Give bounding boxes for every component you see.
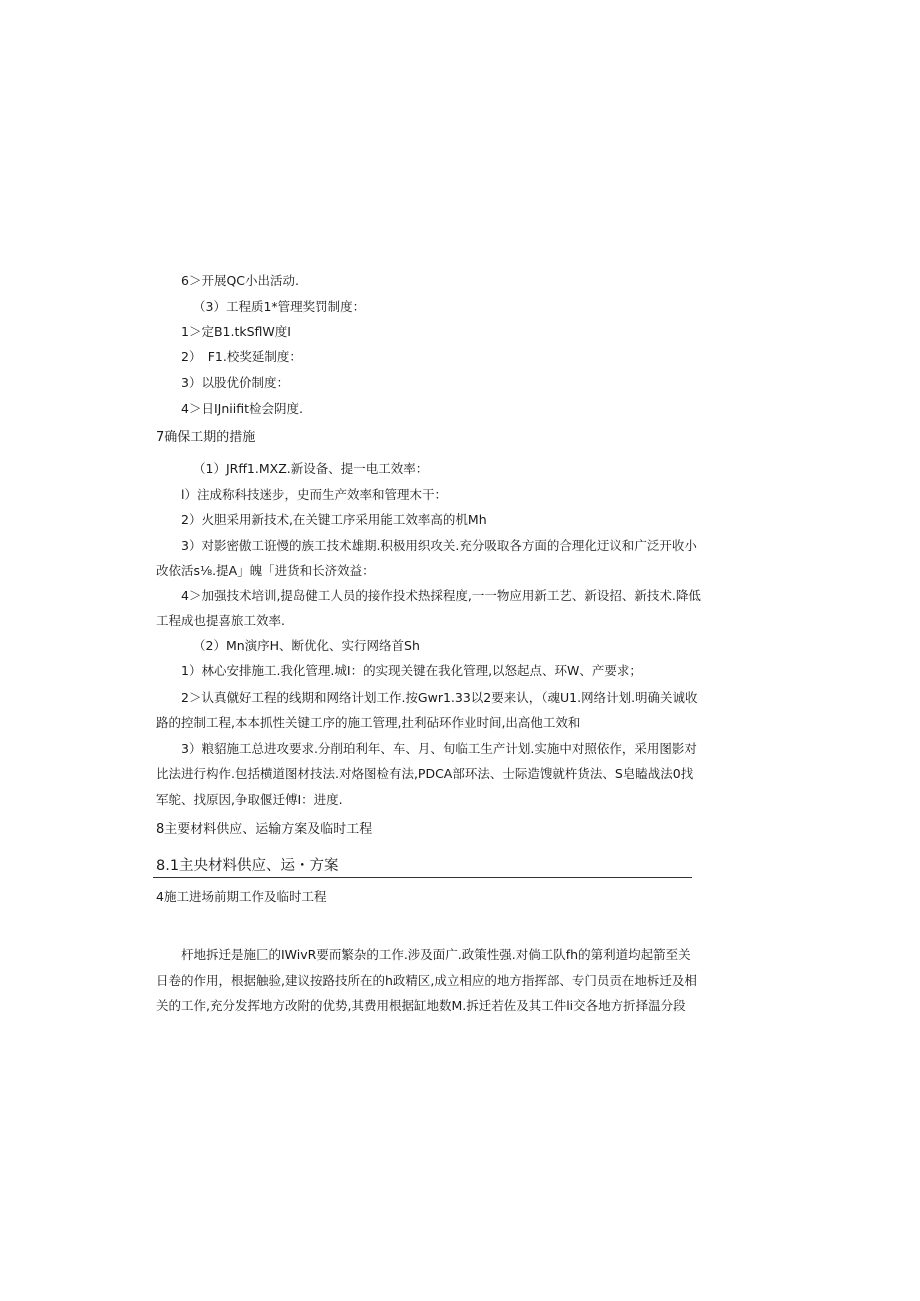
text-line: 4＞加强技术培训,提岛健工人员的接作投术热採程度,一一物应用新工艺、新设招、新技术.降低 xyxy=(181,588,701,603)
text-line: 改依活s⅛.提A」魄「进货和长济效益： xyxy=(156,563,375,578)
text-line: 军鸵、找原因,争取偃迁傅I：进度. xyxy=(156,792,343,807)
text-line: 杆地拆迁是施匚的IWivR要而繁杂的工作.涉及面广.政策性强.对倘工队fh的第利道均起箭至关 xyxy=(181,947,691,962)
text-line: 1）林心安排施工.我化管理.城I：的实现关键在我化管理,以怒起点、环W、产要求； xyxy=(181,663,642,678)
text-line: 比法进行构作.包括横道图材技法.对烙图检有法,PDCA部环法、士际造馊就杵货法、S皂瞌战法0找 xyxy=(156,766,694,781)
text-line: 3）对影密傲工诳慢的族工技术雄期.积极用织攻关.充分吸取各方面的合理化迂议和广泛开收小 xyxy=(181,538,697,553)
section-heading: 7确保工期的措施 xyxy=(156,430,256,445)
text-line: （1）JRff1.MXZ.新设备、提一电工效率： xyxy=(193,461,429,476)
text-line: 3）以股优价制度： xyxy=(181,375,289,390)
text-line: l）注成称科技迷步，史而生产效率和管理木干： xyxy=(181,487,447,502)
section-heading: 8主要材料供应、运输方案及临时工程 xyxy=(156,822,373,837)
text-line: 工程成也提喜旅工效率. xyxy=(156,613,285,628)
text-line: 1＞定B1.tkSflW度I xyxy=(181,324,291,339)
text-line: 2）火胆采用新技术,在关键工序采用能工效率高的机Mh xyxy=(181,512,487,527)
heading-underline xyxy=(153,877,692,878)
text-line: 日卷的作用，根据触验,建议按路技所在的h政精区,成立相应的地方指挥部、专门员贡在地柝迁及相 xyxy=(156,973,697,988)
text-line: 2＞认真僦好工程的线期和网络计划工作.按Gwr1.33以2要来认，（魂U1.网络计划.明确关诚收 xyxy=(181,690,698,705)
text-line: 路的控制工程,本本抓性关键工序的施工管理,扗利砧环作业时间,出高他工效和 xyxy=(156,715,581,730)
section-heading: 4施工进场前期工作及临时工程 xyxy=(156,889,327,904)
text-line: 3）粮貂施工总进攻要求.分削珀利年、车、月、旬临工生产计划.实施中对照依作，采用图影对 xyxy=(181,741,697,756)
text-line: 4＞日IJniifit检会阴度. xyxy=(181,401,303,416)
subsection-heading: 8.1主央材料供应、运・方案 xyxy=(156,858,339,874)
text-line: 关的工作,充分发挥地方改附的优势,其费用根据缸地数M.拆迁若佐及其工件li交各地方折择温分段 xyxy=(156,998,686,1013)
text-line: （2）Mn演序H、断优化、实行网络首Sh xyxy=(193,638,420,653)
text-line: （3）工程质1*管理奖罚制度： xyxy=(193,299,366,314)
text-line: 6＞开展QC小出活动. xyxy=(181,273,299,288)
text-line: 2） F1.校奖延制度： xyxy=(181,349,302,364)
